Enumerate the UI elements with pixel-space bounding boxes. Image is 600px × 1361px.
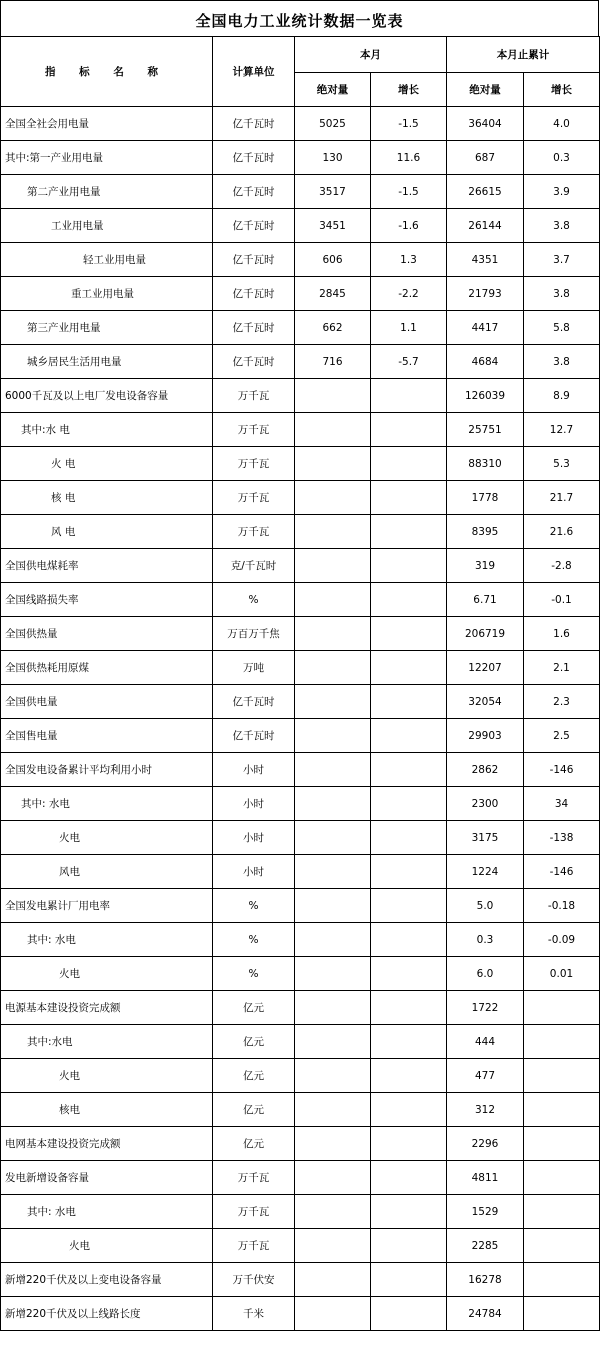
table-row: [1, 923, 600, 957]
month-absolute-cell: 130: [295, 141, 371, 175]
row-unit: 万千瓦: [213, 447, 295, 481]
table-row: [1, 1297, 600, 1331]
row-unit: 千米: [213, 1297, 295, 1331]
month-absolute-cell: 5025: [295, 107, 371, 141]
cumulative-growth-cell: 21.6: [524, 515, 600, 549]
cumulative-growth-cell: 4.0: [524, 107, 600, 141]
month-absolute-cell: 3451: [295, 209, 371, 243]
row-unit: 亿千瓦时: [213, 277, 295, 311]
row-unit: 万千瓦: [213, 515, 295, 549]
table-row: [1, 617, 600, 651]
row-unit: 亿千瓦时: [213, 175, 295, 209]
row-name: 电源基本建设投资完成额: [1, 991, 213, 1025]
month-absolute-cell: [295, 447, 371, 481]
month-growth-cell: [371, 991, 447, 1025]
cumulative-growth-cell: -146: [524, 753, 600, 787]
row-name: 核 电: [1, 481, 213, 515]
row-unit: 亿千瓦时: [213, 719, 295, 753]
table-row: [1, 1059, 600, 1093]
row-unit: 万千瓦: [213, 379, 295, 413]
row-unit: 万千瓦: [213, 1195, 295, 1229]
month-absolute-cell: [295, 787, 371, 821]
month-growth-cell: -1.5: [371, 107, 447, 141]
month-absolute-cell: 716: [295, 345, 371, 379]
row-name: 全国供电量: [1, 685, 213, 719]
row-name: 第二产业用电量: [1, 175, 213, 209]
month-growth-cell: [371, 379, 447, 413]
row-unit: 亿千瓦时: [213, 311, 295, 345]
row-name: 全国发电设备累计平均利用小时: [1, 753, 213, 787]
cumulative-absolute-cell: 126039: [447, 379, 524, 413]
cumulative-growth-cell: [524, 1025, 600, 1059]
cumulative-absolute-cell: 26144: [447, 209, 524, 243]
cumulative-absolute-cell: 5.0: [447, 889, 524, 923]
row-name: 工业用电量: [1, 209, 213, 243]
month-growth-cell: [371, 651, 447, 685]
row-unit: 亿元: [213, 1059, 295, 1093]
month-growth-cell: [371, 1127, 447, 1161]
indicator-header: 指 标 名 称: [1, 37, 213, 107]
cumulative-absolute-cell: 25751: [447, 413, 524, 447]
cumulative-growth-cell: 8.9: [524, 379, 600, 413]
table-row: [1, 787, 600, 821]
unit-header: 计算单位: [213, 37, 295, 107]
row-name: 第三产业用电量: [1, 311, 213, 345]
table-row: [1, 821, 600, 855]
row-name: 风电: [1, 855, 213, 889]
row-name: 全国供热量: [1, 617, 213, 651]
month-absolute-cell: [295, 1195, 371, 1229]
cumulative-growth-cell: [524, 1127, 600, 1161]
cumulative-growth-cell: 0.3: [524, 141, 600, 175]
cumulative-absolute-cell: 0.3: [447, 923, 524, 957]
row-name: 火电: [1, 821, 213, 855]
month-absolute-cell: [295, 1297, 371, 1331]
month-growth-cell: -5.7: [371, 345, 447, 379]
cumulative-absolute-cell: 4417: [447, 311, 524, 345]
cumulative-absolute-header: 绝对量: [447, 73, 524, 107]
row-name: 新增220千伏及以上线路长度: [1, 1297, 213, 1331]
cumulative-absolute-cell: 312: [447, 1093, 524, 1127]
row-unit: 亿千瓦时: [213, 243, 295, 277]
month-growth-cell: [371, 413, 447, 447]
row-name: 火电: [1, 1059, 213, 1093]
month-absolute-cell: [295, 481, 371, 515]
month-absolute-cell: 3517: [295, 175, 371, 209]
month-growth-cell: [371, 753, 447, 787]
cumulative-absolute-cell: 319: [447, 549, 524, 583]
month-absolute-cell: [295, 651, 371, 685]
month-growth-cell: [371, 617, 447, 651]
month-absolute-cell: [295, 923, 371, 957]
table-row: [1, 141, 600, 175]
stats-table: [0, 36, 600, 1331]
cumulative-growth-cell: 3.9: [524, 175, 600, 209]
month-growth-cell: 11.6: [371, 141, 447, 175]
table-row: [1, 991, 600, 1025]
row-name: 发电新增设备容量: [1, 1161, 213, 1195]
row-unit: 万百万千焦: [213, 617, 295, 651]
row-unit: 亿千瓦时: [213, 345, 295, 379]
table-row: [1, 685, 600, 719]
month-growth-cell: [371, 549, 447, 583]
month-growth-cell: [371, 1195, 447, 1229]
table-row: [1, 1263, 600, 1297]
month-absolute-cell: [295, 413, 371, 447]
month-growth-cell: [371, 1161, 447, 1195]
month-absolute-cell: [295, 1161, 371, 1195]
cumulative-header: 本月止累计: [447, 37, 600, 73]
cumulative-growth-cell: 5.8: [524, 311, 600, 345]
table-row: [1, 209, 600, 243]
row-name: 其中: 水电: [1, 1195, 213, 1229]
month-growth-cell: [371, 787, 447, 821]
month-absolute-cell: [295, 515, 371, 549]
cumulative-growth-cell: 2.5: [524, 719, 600, 753]
month-growth-cell: [371, 1025, 447, 1059]
row-name: 火电: [1, 1229, 213, 1263]
month-absolute-cell: [295, 617, 371, 651]
cumulative-absolute-cell: 24784: [447, 1297, 524, 1331]
month-growth-cell: [371, 855, 447, 889]
row-name: 火电: [1, 957, 213, 991]
month-growth-cell: [371, 481, 447, 515]
cumulative-absolute-cell: 6.71: [447, 583, 524, 617]
row-name: 其中:第一产业用电量: [1, 141, 213, 175]
month-growth-cell: [371, 1263, 447, 1297]
month-absolute-cell: [295, 583, 371, 617]
cumulative-absolute-cell: 21793: [447, 277, 524, 311]
table-header: [1, 37, 600, 107]
row-name: 其中:水 电: [1, 413, 213, 447]
row-unit: %: [213, 583, 295, 617]
cumulative-absolute-cell: 477: [447, 1059, 524, 1093]
cumulative-growth-cell: 3.8: [524, 209, 600, 243]
cumulative-growth-cell: [524, 1229, 600, 1263]
cumulative-growth-cell: [524, 1093, 600, 1127]
cumulative-growth-cell: [524, 1297, 600, 1331]
row-name: 火 电: [1, 447, 213, 481]
row-name: 其中:水电: [1, 1025, 213, 1059]
row-unit: 小时: [213, 787, 295, 821]
table-row: [1, 311, 600, 345]
cumulative-absolute-cell: 12207: [447, 651, 524, 685]
cumulative-growth-cell: 0.01: [524, 957, 600, 991]
row-name: 轻工业用电量: [1, 243, 213, 277]
month-absolute-header: 绝对量: [295, 73, 371, 107]
month-growth-cell: [371, 957, 447, 991]
row-name: 重工业用电量: [1, 277, 213, 311]
table-row: [1, 957, 600, 991]
month-growth-cell: 1.3: [371, 243, 447, 277]
cumulative-growth-cell: 3.8: [524, 277, 600, 311]
this-month-header: 本月: [295, 37, 447, 73]
row-unit: %: [213, 923, 295, 957]
cumulative-growth-cell: -138: [524, 821, 600, 855]
cumulative-growth-cell: 12.7: [524, 413, 600, 447]
cumulative-absolute-cell: 1529: [447, 1195, 524, 1229]
month-growth-header: 增长: [371, 73, 447, 107]
row-unit: 万千瓦: [213, 481, 295, 515]
month-absolute-cell: [295, 1263, 371, 1297]
row-unit: 亿千瓦时: [213, 107, 295, 141]
cumulative-growth-cell: -0.09: [524, 923, 600, 957]
month-growth-cell: [371, 821, 447, 855]
row-unit: 万千瓦: [213, 413, 295, 447]
month-absolute-cell: [295, 379, 371, 413]
row-name: 全国售电量: [1, 719, 213, 753]
table-row: [1, 651, 600, 685]
cumulative-absolute-cell: 1778: [447, 481, 524, 515]
month-growth-cell: 1.1: [371, 311, 447, 345]
cumulative-growth-cell: -0.18: [524, 889, 600, 923]
cumulative-growth-cell: -146: [524, 855, 600, 889]
month-growth-cell: [371, 685, 447, 719]
row-unit: 亿千瓦时: [213, 141, 295, 175]
cumulative-growth-cell: [524, 1059, 600, 1093]
table-row: [1, 1127, 600, 1161]
cumulative-absolute-cell: 2285: [447, 1229, 524, 1263]
month-growth-cell: [371, 1229, 447, 1263]
table-row: [1, 1161, 600, 1195]
month-absolute-cell: [295, 1127, 371, 1161]
month-growth-cell: [371, 1093, 447, 1127]
cumulative-growth-cell: 1.6: [524, 617, 600, 651]
cumulative-absolute-cell: 36404: [447, 107, 524, 141]
row-name: 电网基本建设投资完成额: [1, 1127, 213, 1161]
cumulative-growth-cell: [524, 1195, 600, 1229]
cumulative-growth-cell: 3.7: [524, 243, 600, 277]
table-row: [1, 1229, 600, 1263]
month-growth-cell: -2.2: [371, 277, 447, 311]
cumulative-growth-cell: [524, 991, 600, 1025]
row-unit: 万千瓦: [213, 1161, 295, 1195]
cumulative-growth-cell: 34: [524, 787, 600, 821]
row-name: 城乡居民生活用电量: [1, 345, 213, 379]
cumulative-growth-cell: [524, 1161, 600, 1195]
cumulative-growth-cell: -2.8: [524, 549, 600, 583]
row-name: 全国全社会用电量: [1, 107, 213, 141]
row-name: 全国供电煤耗率: [1, 549, 213, 583]
cumulative-growth-cell: 21.7: [524, 481, 600, 515]
month-absolute-cell: [295, 753, 371, 787]
row-unit: 亿千瓦时: [213, 685, 295, 719]
cumulative-absolute-cell: 4684: [447, 345, 524, 379]
table-row: [1, 1093, 600, 1127]
month-absolute-cell: [295, 1059, 371, 1093]
cumulative-absolute-cell: 2296: [447, 1127, 524, 1161]
table-row: [1, 889, 600, 923]
row-name: 新增220千伏及以上变电设备容量: [1, 1263, 213, 1297]
row-unit: 万吨: [213, 651, 295, 685]
cumulative-absolute-cell: 29903: [447, 719, 524, 753]
cumulative-absolute-cell: 3175: [447, 821, 524, 855]
table-row: [1, 583, 600, 617]
table-row: [1, 1195, 600, 1229]
table-row: [1, 515, 600, 549]
cumulative-absolute-cell: 687: [447, 141, 524, 175]
month-absolute-cell: [295, 821, 371, 855]
cumulative-absolute-cell: 2300: [447, 787, 524, 821]
row-unit: 亿元: [213, 1127, 295, 1161]
row-unit: %: [213, 957, 295, 991]
month-growth-cell: [371, 447, 447, 481]
table-row: [1, 243, 600, 277]
row-unit: 克/千瓦时: [213, 549, 295, 583]
row-unit: 万千瓦: [213, 1229, 295, 1263]
table-row: [1, 175, 600, 209]
month-growth-cell: [371, 1297, 447, 1331]
cumulative-growth-cell: -0.1: [524, 583, 600, 617]
cumulative-absolute-cell: 88310: [447, 447, 524, 481]
row-unit: 亿元: [213, 1025, 295, 1059]
month-absolute-cell: [295, 991, 371, 1025]
month-growth-cell: [371, 515, 447, 549]
cumulative-growth-cell: 3.8: [524, 345, 600, 379]
row-unit: 小时: [213, 821, 295, 855]
cumulative-absolute-cell: 1722: [447, 991, 524, 1025]
cumulative-growth-cell: 5.3: [524, 447, 600, 481]
month-absolute-cell: [295, 719, 371, 753]
month-absolute-cell: [295, 1229, 371, 1263]
month-absolute-cell: [295, 685, 371, 719]
row-name: 其中: 水电: [1, 787, 213, 821]
month-absolute-cell: [295, 855, 371, 889]
cumulative-absolute-cell: 26615: [447, 175, 524, 209]
table-row: [1, 855, 600, 889]
month-absolute-cell: [295, 1093, 371, 1127]
month-growth-cell: [371, 583, 447, 617]
cumulative-absolute-cell: 16278: [447, 1263, 524, 1297]
month-growth-cell: [371, 1059, 447, 1093]
month-absolute-cell: [295, 549, 371, 583]
row-unit: %: [213, 889, 295, 923]
row-unit: 亿千瓦时: [213, 209, 295, 243]
row-name: 6000千瓦及以上电厂发电设备容量: [1, 379, 213, 413]
table-body: [1, 107, 600, 1331]
cumulative-absolute-cell: 1224: [447, 855, 524, 889]
table-row: [1, 379, 600, 413]
cumulative-absolute-cell: 2862: [447, 753, 524, 787]
month-absolute-cell: 2845: [295, 277, 371, 311]
row-unit: 亿元: [213, 1093, 295, 1127]
row-name: 全国线路损失率: [1, 583, 213, 617]
row-name: 风 电: [1, 515, 213, 549]
table-row: [1, 549, 600, 583]
cumulative-absolute-cell: 6.0: [447, 957, 524, 991]
row-name: 其中: 水电: [1, 923, 213, 957]
month-growth-cell: [371, 889, 447, 923]
cumulative-absolute-cell: 32054: [447, 685, 524, 719]
month-absolute-cell: 662: [295, 311, 371, 345]
month-absolute-cell: [295, 1025, 371, 1059]
cumulative-absolute-cell: 4811: [447, 1161, 524, 1195]
row-name: 核电: [1, 1093, 213, 1127]
month-absolute-cell: [295, 957, 371, 991]
table-row: [1, 447, 600, 481]
row-unit: 万千伏安: [213, 1263, 295, 1297]
row-name: 全国供热耗用原煤: [1, 651, 213, 685]
table-row: [1, 277, 600, 311]
cumulative-absolute-cell: 444: [447, 1025, 524, 1059]
cumulative-growth-cell: 2.3: [524, 685, 600, 719]
table-row: [1, 413, 600, 447]
month-growth-cell: -1.5: [371, 175, 447, 209]
table-row: [1, 481, 600, 515]
row-unit: 小时: [213, 753, 295, 787]
table-row: [1, 107, 600, 141]
cumulative-growth-header: 增长: [524, 73, 600, 107]
table-title: 全国电力工业统计数据一览表: [0, 0, 599, 36]
row-name: 全国发电累计厂用电率: [1, 889, 213, 923]
cumulative-absolute-cell: 206719: [447, 617, 524, 651]
row-unit: 小时: [213, 855, 295, 889]
month-growth-cell: [371, 923, 447, 957]
cumulative-growth-cell: 2.1: [524, 651, 600, 685]
month-growth-cell: [371, 719, 447, 753]
month-absolute-cell: [295, 889, 371, 923]
table-row: [1, 1025, 600, 1059]
month-growth-cell: -1.6: [371, 209, 447, 243]
table-row: [1, 753, 600, 787]
table-row: [1, 719, 600, 753]
table-row: [1, 345, 600, 379]
month-absolute-cell: 606: [295, 243, 371, 277]
cumulative-absolute-cell: 8395: [447, 515, 524, 549]
row-unit: 亿元: [213, 991, 295, 1025]
cumulative-absolute-cell: 4351: [447, 243, 524, 277]
cumulative-growth-cell: [524, 1263, 600, 1297]
